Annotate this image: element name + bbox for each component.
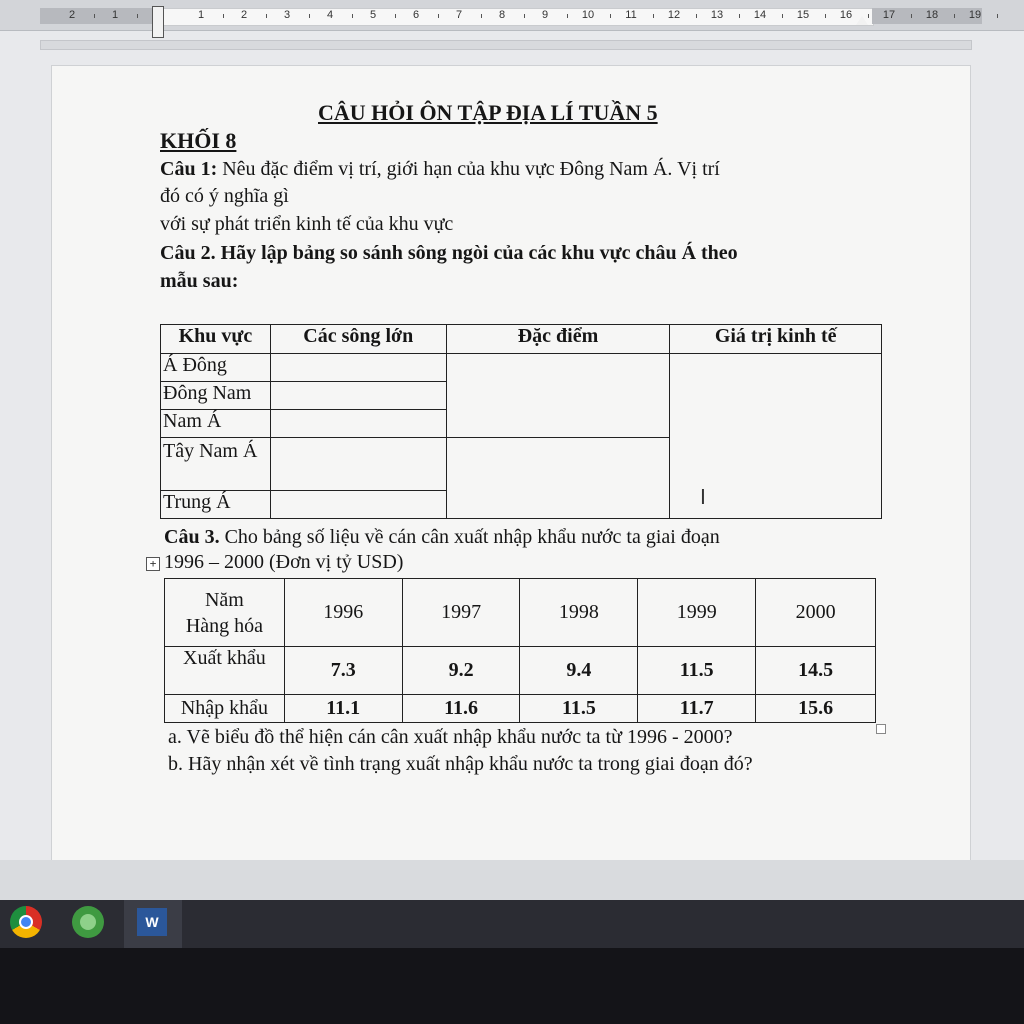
ruler-tick bbox=[395, 14, 396, 18]
year-cell[interactable]: 1999 bbox=[638, 579, 756, 647]
ruler-tick bbox=[954, 14, 955, 18]
table-header-row bbox=[161, 325, 882, 354]
year-cell[interactable]: 1998 bbox=[520, 579, 638, 647]
question-1-line-1 bbox=[160, 158, 720, 181]
trade-balance-table[interactable] bbox=[164, 578, 876, 723]
ruler-number: 1 bbox=[111, 9, 119, 21]
ruler-number: 15 bbox=[796, 9, 810, 21]
corner-goods-label: Hàng hóa bbox=[185, 614, 264, 637]
characteristics-cell[interactable] bbox=[446, 438, 670, 519]
corner-year-label: Năm bbox=[204, 588, 244, 611]
ruler-tick bbox=[223, 14, 224, 18]
value-cell[interactable]: 7.3 bbox=[284, 647, 402, 695]
value-cell[interactable]: 11.1 bbox=[284, 695, 402, 723]
ruler-tick bbox=[94, 14, 95, 18]
ruler-number: 16 bbox=[839, 9, 853, 21]
ruler-number: 19 bbox=[968, 9, 982, 21]
i-beam-cursor: I bbox=[700, 485, 706, 509]
value-cell[interactable]: 9.2 bbox=[402, 647, 520, 695]
question-3-label: Câu 3. bbox=[164, 526, 220, 548]
characteristics-cell[interactable] bbox=[446, 354, 670, 438]
table-move-handle[interactable]: + bbox=[146, 557, 160, 571]
monitor-bezel bbox=[0, 948, 1024, 1024]
rivers-cell[interactable] bbox=[270, 382, 446, 410]
ruler-number: 14 bbox=[753, 9, 767, 21]
value-cell[interactable]: 11.6 bbox=[402, 695, 520, 723]
ruler-number: 4 bbox=[326, 9, 334, 21]
ruler-tick bbox=[137, 14, 138, 18]
ruler-number: 2 bbox=[240, 9, 248, 21]
ruler-tick bbox=[309, 14, 310, 18]
question-3-text: Cho bảng số liệu về cán cân xuất nhập khẩu nước ta giai đoạn bbox=[219, 526, 720, 548]
header-major-rivers: Các sông lớn bbox=[270, 325, 446, 354]
ruler-tick bbox=[653, 14, 654, 18]
ruler-number: 6 bbox=[412, 9, 420, 21]
region-cell[interactable]: Tây Nam Á bbox=[161, 438, 271, 491]
table-row bbox=[165, 695, 876, 723]
greenshot-icon[interactable] bbox=[72, 906, 104, 938]
word-icon[interactable]: W bbox=[137, 908, 167, 936]
ruler-number: 12 bbox=[667, 9, 681, 21]
ruler-number: 8 bbox=[498, 9, 506, 21]
header-economic-value: Giá trị kinh tế bbox=[670, 325, 882, 354]
ruler-number: 3 bbox=[283, 9, 291, 21]
workspace-background bbox=[0, 860, 1024, 900]
ruler-text-area bbox=[160, 8, 874, 26]
right-indent-marker[interactable] bbox=[856, 16, 868, 25]
ruler-tick bbox=[911, 14, 912, 18]
task-b-text: b. Hãy nhận xét về tình trạng xuất nhập khẩu nước ta trong giai đoạn đó? bbox=[168, 753, 753, 775]
value-cell[interactable]: 9.4 bbox=[520, 647, 638, 695]
left-indent-marker[interactable] bbox=[152, 6, 164, 38]
ruler-number: 9 bbox=[541, 9, 549, 21]
rivers-comparison-table[interactable] bbox=[160, 324, 882, 519]
ruler-number: 17 bbox=[882, 9, 896, 21]
question-1-text: Nêu đặc điểm vị trí, giới hạn của khu vực Đông Nam Á. Vị trí bbox=[217, 158, 720, 180]
ruler-tick bbox=[524, 14, 525, 18]
ruler-number: 10 bbox=[581, 9, 595, 21]
rivers-cell[interactable] bbox=[270, 410, 446, 438]
value-cell[interactable]: 11.5 bbox=[638, 647, 756, 695]
row-label-import[interactable]: Nhập khẩu bbox=[165, 695, 285, 723]
region-cell[interactable]: Á Đông bbox=[161, 354, 271, 382]
ruler-number: 5 bbox=[369, 9, 377, 21]
ruler-number: 13 bbox=[710, 9, 724, 21]
ruler-scroll-track bbox=[40, 40, 972, 50]
header-characteristics: Đặc điểm bbox=[446, 325, 670, 354]
ruler-tick bbox=[438, 14, 439, 18]
value-cell[interactable]: 14.5 bbox=[756, 647, 876, 695]
ruler-tick bbox=[352, 14, 353, 18]
year-cell[interactable]: 1997 bbox=[402, 579, 520, 647]
ruler-number: 2 bbox=[68, 9, 76, 21]
table-row bbox=[165, 647, 876, 695]
ruler-tick bbox=[739, 14, 740, 18]
year-cell[interactable]: 1996 bbox=[284, 579, 402, 647]
rivers-cell[interactable] bbox=[270, 491, 446, 519]
ruler-tick bbox=[825, 14, 826, 18]
table-row bbox=[161, 354, 882, 382]
year-cell[interactable]: 2000 bbox=[756, 579, 876, 647]
corner-cell[interactable] bbox=[165, 579, 285, 647]
horizontal-ruler[interactable] bbox=[0, 0, 1024, 31]
ruler-tick bbox=[481, 14, 482, 18]
question-2-line-2: mẫu sau: bbox=[160, 270, 239, 292]
question-1-line-3: với sự phát triển kinh tế của khu vực bbox=[160, 213, 454, 235]
region-cell[interactable]: Trung Á bbox=[161, 491, 271, 519]
region-cell[interactable]: Đông Nam bbox=[161, 382, 271, 410]
question-3-line-2: 1996 – 2000 (Đơn vị tỷ USD) bbox=[164, 551, 404, 573]
document-title: CÂU HỎI ÔN TẬP ĐỊA LÍ TUẦN 5 bbox=[318, 100, 658, 125]
question-1-line-2: đó có ý nghĩa gì bbox=[160, 185, 289, 207]
ruler-number: 1 bbox=[197, 9, 205, 21]
ruler-number: 7 bbox=[455, 9, 463, 21]
table-header-row bbox=[165, 579, 876, 647]
task-a-text: a. Vẽ biểu đồ thể hiện cán cân xuất nhập khẩu nước ta từ 1996 - 2000? bbox=[168, 726, 733, 748]
ruler-tick bbox=[782, 14, 783, 18]
ruler-tick bbox=[266, 14, 267, 18]
ruler-tick bbox=[997, 14, 998, 18]
chrome-icon[interactable] bbox=[10, 906, 42, 938]
ruler-margin-left bbox=[40, 8, 160, 24]
ruler-number: 18 bbox=[925, 9, 939, 21]
ruler-number: 11 bbox=[625, 9, 637, 21]
row-label-export[interactable]: Xuất khẩu bbox=[165, 647, 285, 695]
value-cell[interactable]: 11.5 bbox=[520, 695, 638, 723]
rivers-cell[interactable] bbox=[270, 438, 446, 491]
ruler-tick bbox=[567, 14, 568, 18]
question-1-label: Câu 1: bbox=[160, 158, 218, 180]
value-cell[interactable]: 15.6 bbox=[756, 695, 876, 723]
table-resize-handle[interactable] bbox=[876, 724, 886, 734]
region-cell[interactable]: Nam Á bbox=[161, 410, 271, 438]
question-3-line-1 bbox=[164, 526, 720, 549]
grade-heading: KHỐI 8 bbox=[160, 128, 237, 153]
rivers-cell[interactable] bbox=[270, 354, 446, 382]
ruler-tick bbox=[696, 14, 697, 18]
header-region: Khu vực bbox=[161, 325, 271, 354]
value-cell[interactable]: 11.7 bbox=[638, 695, 756, 723]
ruler-tick bbox=[610, 14, 611, 18]
question-2-line-1: Câu 2. Hãy lập bảng so sánh sông ngòi của các khu vực châu Á theo bbox=[160, 242, 738, 264]
